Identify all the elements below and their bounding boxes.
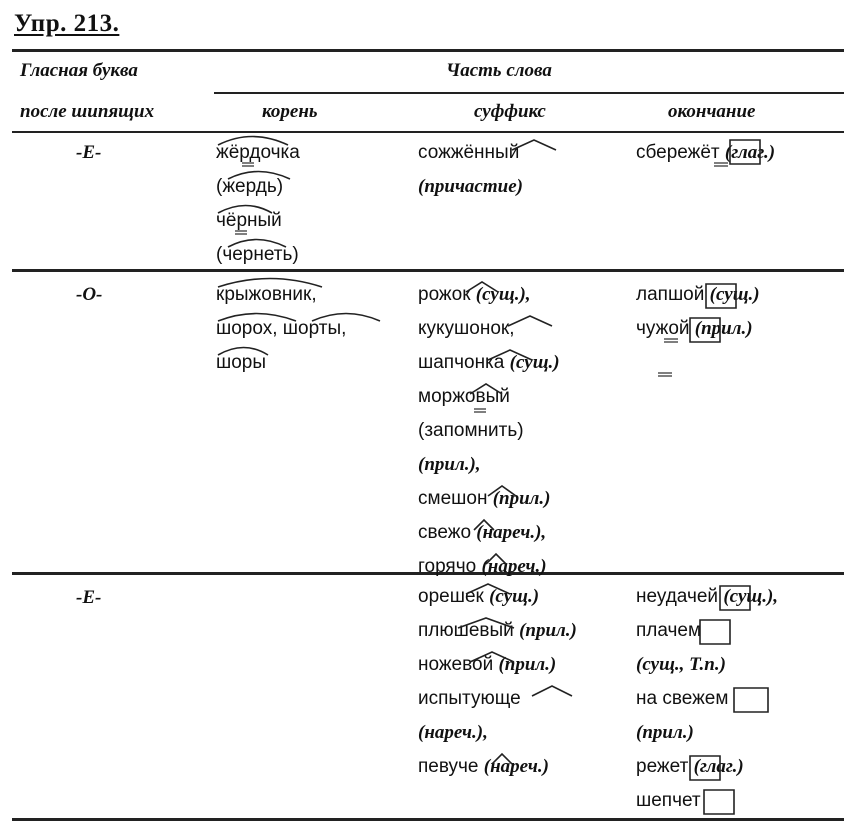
cell-line: [418, 312, 560, 346]
row-2-ending-cell: [636, 278, 760, 346]
grammar-label: (причастие): [418, 176, 523, 197]
word: сбережёт: [636, 142, 725, 163]
grammar-label: (глаг.): [693, 756, 744, 777]
header-bottom-rule: [12, 131, 844, 133]
cell-line: [636, 278, 760, 312]
word: чёрный: [216, 210, 282, 231]
cell-line: [418, 278, 560, 312]
word: певуче: [418, 756, 484, 777]
word: сожжённый: [418, 142, 520, 163]
grammar-label: (сущ.): [489, 586, 540, 607]
grammar-label: (сущ.): [509, 352, 560, 373]
word: на свежем: [636, 688, 729, 709]
cell-line: [418, 550, 560, 584]
row-1-ending-cell: [636, 136, 775, 170]
header-vowel-line1: Гласная буква: [20, 60, 138, 81]
cell-line: [418, 516, 560, 550]
grammar-label: (сущ.),: [475, 284, 531, 305]
exercise-title: Упр. 213.: [14, 10, 120, 37]
word: плачем: [636, 620, 702, 641]
header-word-part: Часть слова: [446, 60, 552, 81]
word: лапшой: [636, 284, 710, 305]
word: шорох, шорты,: [216, 318, 347, 339]
grammar-label: (нареч.): [483, 756, 549, 777]
word: рожок: [418, 284, 476, 305]
word: (чернеть): [216, 244, 299, 265]
word: шепчет: [636, 790, 701, 811]
cell-line: [418, 136, 523, 170]
header-vowel-line2: после шипящих: [20, 101, 155, 122]
header-root: корень: [262, 101, 318, 122]
cell-line: [418, 614, 577, 648]
word: шапчонка: [418, 352, 510, 373]
grammar-label: (прил.): [519, 620, 577, 641]
grammar-label: (глаг.): [724, 142, 776, 163]
row-1-root-cell: [216, 136, 300, 272]
cell-line: [418, 380, 560, 414]
grammar-label: (нареч.),: [476, 522, 547, 543]
row-2-suffix-cell: [418, 278, 560, 584]
word: шоры: [216, 352, 267, 373]
cell-line: [216, 312, 346, 346]
cell-line: [418, 414, 560, 448]
grammar-label: (прил.): [694, 318, 753, 339]
word: режет: [636, 756, 694, 777]
cell-line: [418, 716, 577, 750]
grammar-label: (прил.),: [418, 454, 481, 475]
grammar-label: (сущ.): [709, 284, 760, 305]
cell-line: [636, 580, 778, 614]
cell-line: [418, 750, 577, 784]
word: чужой: [636, 318, 695, 339]
cell-line: [216, 204, 300, 238]
cell-line: [636, 136, 775, 170]
cell-line: [418, 580, 577, 614]
cell-line: [418, 346, 560, 380]
grammar-label: (нареч.): [481, 556, 547, 577]
word: плюшевый: [418, 620, 520, 641]
cell-line: [636, 648, 778, 682]
cell-line: [418, 448, 560, 482]
grammar-label: (прил.): [498, 654, 557, 675]
header-ending: окончание: [668, 101, 756, 122]
cell-line: [418, 648, 577, 682]
row-3-ending-cell: [636, 580, 778, 818]
word: кукушонок,: [418, 318, 515, 339]
row-2-root-cell: [216, 278, 346, 380]
row-3-suffix-cell: [418, 580, 577, 784]
word: моржовый: [418, 386, 510, 407]
table-top-rule: [12, 49, 844, 52]
word: жёрдочка: [216, 142, 300, 163]
cell-line: [636, 682, 778, 716]
vowel-underline: [658, 373, 672, 376]
row-3-vowel: -Е-: [76, 587, 102, 608]
cell-line: [636, 716, 778, 750]
word: смешон: [418, 488, 493, 509]
word: (жердь): [216, 176, 284, 197]
cell-line: [636, 750, 778, 784]
header-suffix: суффикс: [474, 101, 546, 122]
word: ножевой: [418, 654, 499, 675]
word: свежо: [418, 522, 477, 543]
cell-line: [216, 170, 300, 204]
cell-line: [418, 170, 523, 204]
row-divider-1: [12, 269, 844, 272]
grammar-label: (сущ.),: [723, 586, 779, 607]
word: (запомнить): [418, 420, 524, 441]
cell-line: [216, 278, 346, 312]
word: испытующе: [418, 688, 521, 709]
word: орешек: [418, 586, 490, 607]
cell-line: [216, 238, 300, 272]
cell-line: [636, 614, 778, 648]
cell-line: [636, 784, 778, 818]
word: горячо: [418, 556, 482, 577]
grammar-label: (прил.): [492, 488, 551, 509]
table-bottom-rule: [12, 818, 844, 821]
row-2-vowel: -О-: [76, 284, 103, 305]
cell-line: [216, 136, 300, 170]
grammar-label: (прил.): [636, 722, 694, 743]
word: неудачей: [636, 586, 724, 607]
grammar-label: (нареч.),: [418, 722, 488, 743]
cell-line: [418, 482, 560, 516]
cell-line: [418, 682, 577, 716]
row-1-suffix-cell: [418, 136, 523, 204]
word: крыжовник,: [216, 284, 317, 305]
grammar-label: (сущ., Т.п.): [636, 654, 726, 675]
header-group-rule: [214, 92, 844, 94]
cell-line: [216, 346, 346, 380]
cell-line: [636, 312, 760, 346]
row-1-vowel: -Е-: [76, 142, 102, 163]
